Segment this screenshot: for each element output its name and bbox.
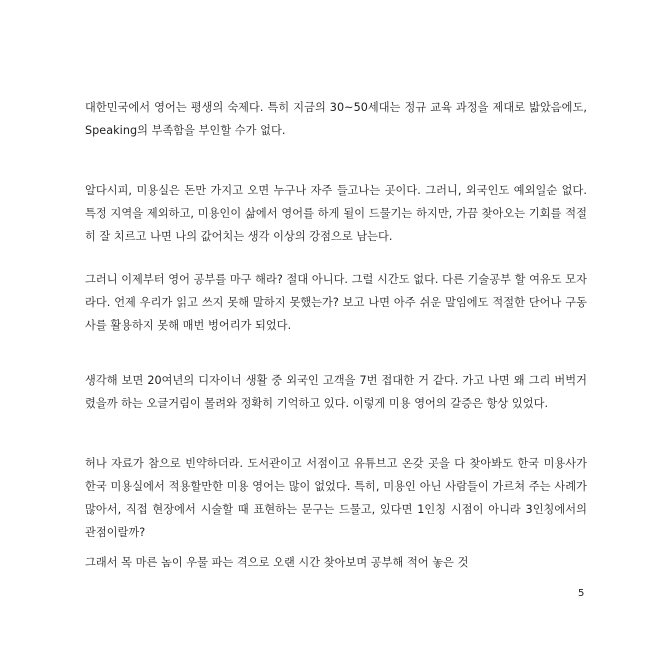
page-number: 5 <box>578 588 585 599</box>
paragraph-3: 그러니 이제부터 영어 공부를 마구 해라? 절대 아니다. 그럴 시간도 없다. 다른 기술공부 할 여유도 모자라다. 언제 우리가 읽고 쓰지 못해 말하지 못했는가? 보고 나면 아주 쉬운 말임에도 적절한 단어나 구동사를 활용하지 못해 매번 벙어리가 되었다. <box>85 273 587 332</box>
paragraph-4: 생각해 보면 20여년의 디자이너 생활 중 외국인 고객을 7번 접대한 거 같다. 가고 나면 왜 그리 버벅거렸을까 하는 오글거림이 몰려와 정확히 기억하고 있다. 이렇게 미용 영어의 갈증은 항상 있었다. <box>85 374 587 410</box>
paragraph-2: 알다시피, 미용실은 돈만 가지고 오면 누구나 자주 들고나는 곳이다. 그러니, 외국인도 예외일순 없다. 특정 지역을 제외하고, 미용인이 삶에서 영어를 하게 될이 드물기는 하지만, 가끔 찾아오는 기회를 적절히 잘 치르고 나면 나의 값어치는 생각 이상의 강점으로 남는다. <box>85 184 587 243</box>
paragraph-6: 그래서 목 마른 놈이 우물 파는 격으로 오랜 시간 찾아보며 공부해 적어 놓은 것 <box>85 556 469 569</box>
paragraph-1: 대한민국에서 영어는 평생의 숙제다. 특히 지금의 30~50세대는 정규 교육 과정을 제대로 밟았음에도, Speaking의 부족함을 부인할 수가 없다. <box>85 101 587 137</box>
paragraph-5: 허나 자료가 참으로 빈약하더라. 도서관이고 서점이고 유튜브고 온갖 곳을 다 찾아봐도 한국 미용사가 한국 미용실에서 적용할만한 미용 영어는 많이 없었다. 특히, 미용인 아닌 사람들이 가르쳐 주는 사례가 많아서, 직접 현장에서 시술할 때 표현하는 문구는 드물고, 있다면 1인칭 시점이 아니라 3인칭에서의 관점이랄까? <box>85 457 587 539</box>
